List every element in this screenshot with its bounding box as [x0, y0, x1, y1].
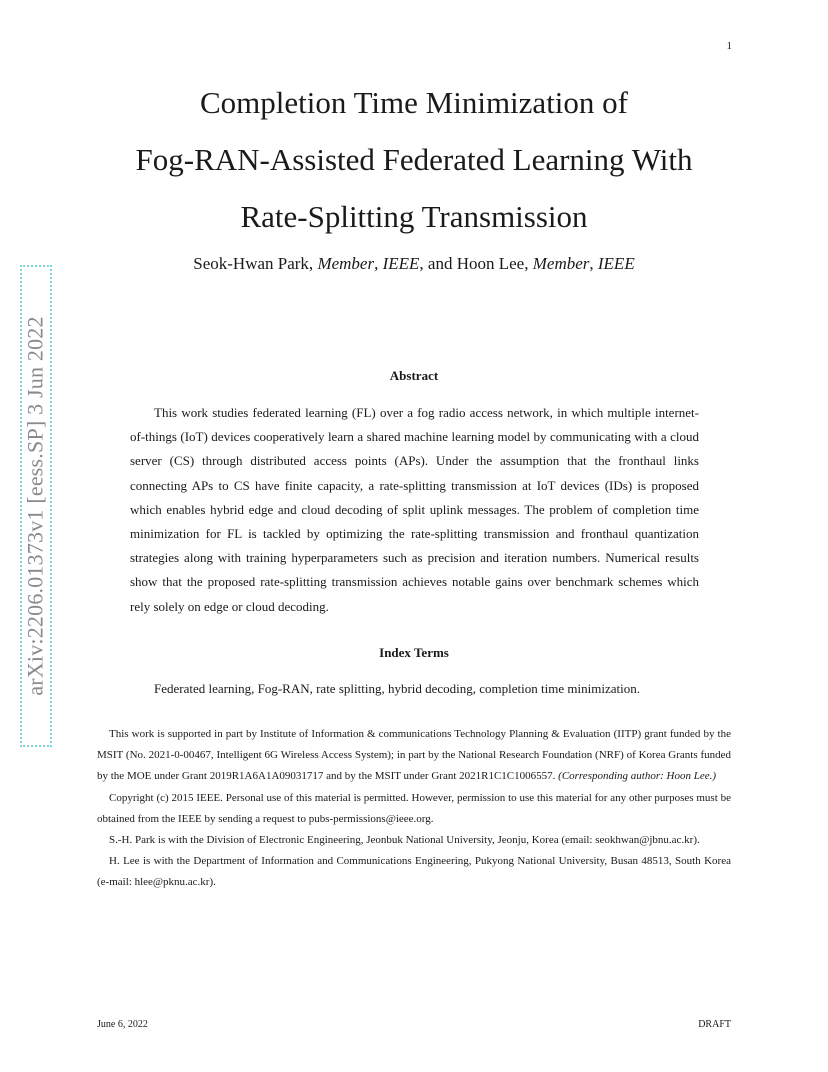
title-line-2: Fog-RAN-Assisted Federated Learning With: [135, 142, 693, 177]
funding-text: This work is supported in part by Institute of Information & communications Technology Planning & Evaluation (IITP) grant funded by the MSIT (No. 2021-0-00467, Intelligent 6G Wireless Access System); in part by the National Research Foundation (NRF) of Korea Grants funded by the MOE under Grant 2019R1A6A1A09031717 and by the MSIT under Grant 2021R1C1C1006557.: [97, 728, 731, 783]
affiliation-lee: H. Lee is with the Department of Information and Communications Engineering, Pukyong National University, Busan 48513, South Korea (e-mail: hlee@pknu.ac.kr).: [97, 855, 731, 889]
footer-date: June 6, 2022: [97, 1019, 148, 1030]
index-terms-body: Federated learning, Fog-RAN, rate splitting, hybrid decoding, completion time minimization.: [154, 681, 640, 696]
affiliation-park: S.-H. Park is with the Division of Electronic Engineering, Jeonbuk National University, Jeonju, Korea (email: seokhwan@jbnu.ac.kr).: [109, 834, 700, 847]
author-2-role: Member: [532, 254, 590, 273]
author-separator: ,: [374, 254, 383, 273]
author-1-org: IEEE: [382, 254, 420, 273]
paper-title: [0, 74, 828, 245]
footer-draft-label: DRAFT: [698, 1019, 731, 1030]
footnotes: [97, 724, 731, 894]
index-terms-heading: Index Terms: [379, 645, 449, 660]
arxiv-identifier-text: arXiv:2206.01373v1 [eess.SP] 3 Jun 2022: [23, 316, 48, 696]
page-number: 1: [726, 40, 732, 52]
corresponding-author-note: (Corresponding author: Hoon Lee.): [558, 770, 717, 783]
funding-footnote: [97, 724, 731, 788]
title-line-3: Rate-Splitting Transmission: [240, 199, 588, 234]
author-2-org: IEEE: [597, 254, 635, 273]
arxiv-identifier-stamp: [20, 265, 52, 747]
author-line: [0, 254, 828, 274]
author-1-name: Seok-Hwan Park,: [193, 254, 318, 273]
author-separator: ,: [589, 254, 598, 273]
title-line-1: Completion Time Minimization of: [200, 85, 628, 120]
copyright-footnote: Copyright (c) 2015 IEEE. Personal use of this material is permitted. However, permission to use this material for any other purposes must be obtained from the IEEE by sending a request to pubs-permissions@ieee.org.: [97, 791, 731, 825]
author-2-name: , and Hoon Lee,: [419, 254, 533, 273]
author-1-role: Member: [317, 254, 375, 273]
abstract-body: This work studies federated learning (FL) over a fog radio access network, in which multiple internet-of-things (IoT) devices cooperatively learn a shared machine learning model by communicating with a cloud server (CS) through distributed access points (APs). Under the assumption that the fronthaul links connecting APs to CS have finite capacity, a rate-splitting transmission at IoT devices (IDs) is proposed which enables hybrid edge and cloud decoding of split uplink messages. The problem of completion time minimization for FL is tackled by optimizing the rate-splitting transmission and fronthaul quantization strategies along with training hyperparameters such as precision and iteration numbers. Numerical results show that the proposed rate-splitting transmission achieves notable gains over benchmark schemes which rely solely on edge or cloud decoding.: [130, 405, 699, 614]
abstract-heading: Abstract: [389, 368, 439, 383]
